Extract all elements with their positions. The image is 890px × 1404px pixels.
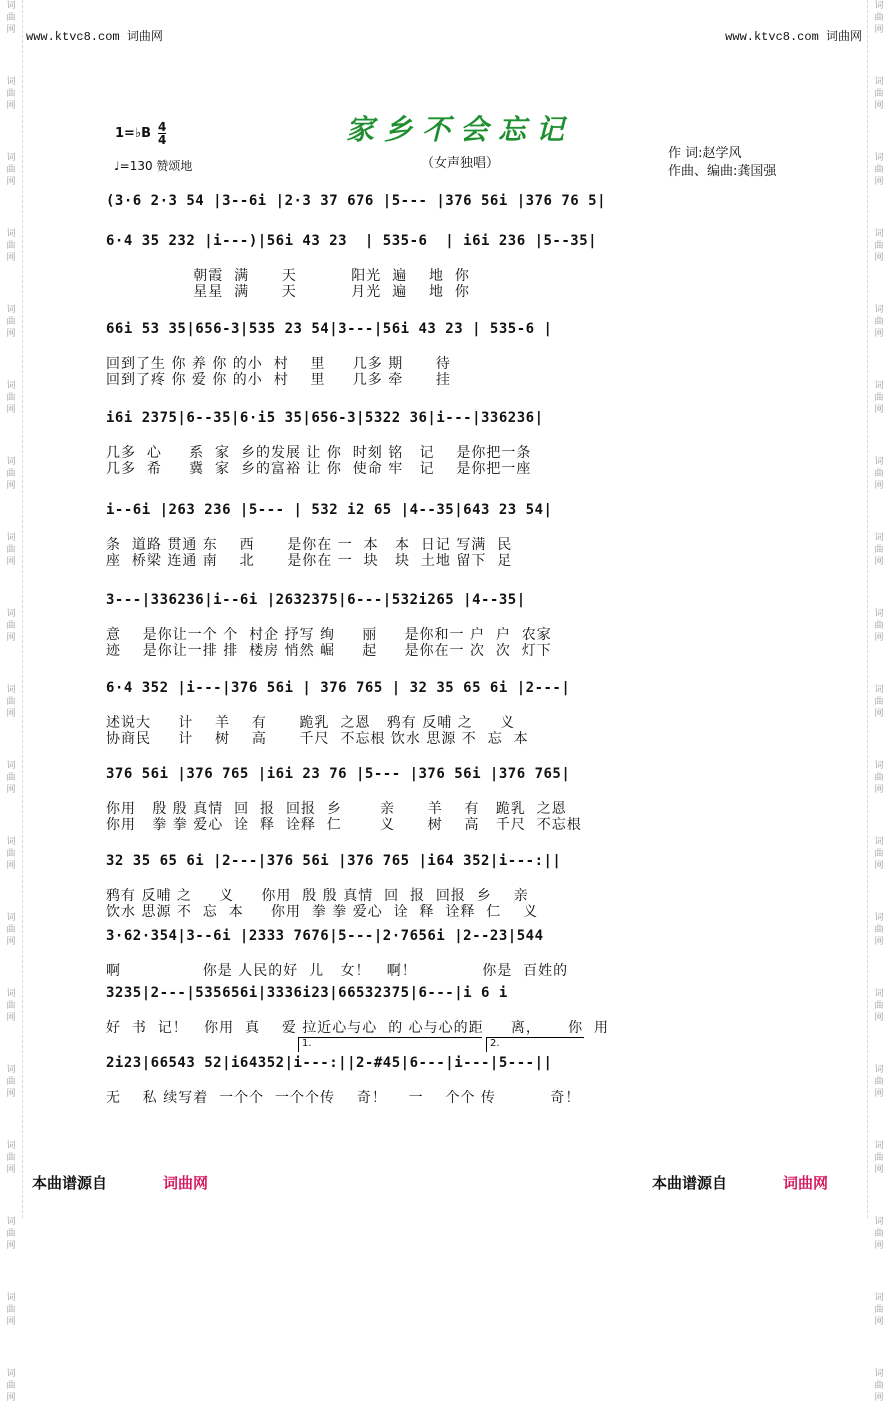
footer-brand[interactable]: 词曲网 (163, 1174, 209, 1192)
notation-line: 3235|2---|535656i|3336i23|66532375|6---|i 6 i (106, 985, 508, 1001)
first-ending-bracket (298, 1037, 482, 1052)
lyric-line-verse2: 回到了疼 你 爱 你 的小 村 里 几多 牵 挂 (106, 372, 451, 388)
lyric-line-verse2: 饮水 思源 不 忘 本 你用 拳 拳 爱心 诠 释 诠释 仁 义 (106, 904, 539, 920)
second-ending-label: 2. (490, 1038, 500, 1049)
second-ending-bracket (486, 1037, 584, 1052)
right-watermark-strip: 词曲网 词曲网 词曲网 词曲网 词曲网 词曲网 词曲网 词曲网 词曲网 词曲网 词曲网 词曲网 词曲网 词曲网 词曲网 词曲网 词曲网 词曲网 词曲网 (867, 0, 890, 1218)
site-url-left: www.ktvc8.com 词曲网 (26, 30, 163, 44)
lyric-line-verse2: 你用 拳 拳 爱心 诠 释 诠释 仁 义 树 高 千尺 不忘根 (106, 817, 582, 833)
lyric-line-verse1: 无 私 续写着 一个个 一个个传 奇！ 一 个个 传 奇！ (106, 1090, 581, 1106)
notation-line: 6·4 352 |i---|376 56i | 376 765 | 32 35 65 6i |2---| (106, 680, 571, 696)
notation-line: 6·4 35 232 |i---)|56i 43 23 | 535-6 | i6i 236 |5--35| (106, 233, 598, 249)
lyric-line-verse2: 迹 是你让一排 排 楼房 悄然 崛 起 是你在一 次 次 灯下 (106, 643, 552, 659)
notation-line: i6i 2375|6--35|6·i5 35|656-3|5322 36|i---|336236| (106, 410, 544, 426)
tempo-marking: ♩=130 赞颂地 (114, 159, 193, 173)
lyric-line-verse1: 回到了生 你 养 你 的小 村 里 几多 期 待 (106, 356, 451, 372)
notation-line: 376 56i |376 765 |i6i 23 76 |5--- |376 56i |376 765| (106, 766, 571, 782)
footer-source-right (652, 1172, 828, 1193)
lyric-line-verse1: 啊 你是 人民的好 儿 女！ 啊！ 你是 百姓的 (106, 963, 569, 979)
lyric-line-verse1: 述说大 计 羊 有 跪乳 之恩 鸦有 反哺 之 义 (106, 715, 515, 731)
footer-source-label: 本曲谱源自 (32, 1174, 108, 1192)
first-ending-label: 1. (302, 1038, 312, 1049)
lyric-line-verse1: 朝霞 满 天 阳光 遍 地 你 (106, 268, 470, 284)
notation-line: (3·6 2·3 54 |3--6i |2·3 37 676 |5--- |376 56i |376 76 5| (106, 193, 607, 209)
meter-bottom: 4 (158, 133, 167, 147)
time-signature (158, 121, 166, 146)
key-signature: 1=♭B (115, 126, 151, 141)
composer-credit: 作曲、编曲:龚国强 (668, 164, 777, 179)
notation-line: 3·62·354|3--6i |2333 7676|5---|2·7656i |2--23|544 (106, 928, 544, 944)
lyric-line-verse2: 座 桥梁 连通 南 北 是你在 一 块 块 土地 留下 足 (106, 553, 513, 569)
lyric-line-verse1: 好 书 记！ 你用 真 爱 拉近心与心 的 心与心的距 离， 你 用 (106, 1020, 610, 1036)
lyric-line-verse2: 星星 满 天 月光 遍 地 你 (106, 284, 470, 300)
lyric-line-verse1: 鸦有 反哺 之 义 你用 殷 殷 真情 回 报 回报 乡 亲 (106, 888, 529, 904)
notation-line: 32 35 65 6i |2---|376 56i |376 765 |i64 352|i---:|| (106, 853, 562, 869)
lyric-line-verse1: 你用 殷 殷 真情 回 报 回报 乡 亲 羊 有 跪乳 之恩 (106, 801, 567, 817)
lyric-line-verse1: 意 是你让一个 个 村企 抒写 绚 丽 是你和一 户 户 农家 (106, 627, 552, 643)
left-watermark-strip: 词曲网 词曲网 词曲网 词曲网 词曲网 词曲网 词曲网 词曲网 词曲网 词曲网 词曲网 词曲网 词曲网 词曲网 词曲网 词曲网 词曲网 词曲网 词曲网 (0, 0, 23, 1218)
footer-source-label: 本曲谱源自 (652, 1174, 728, 1192)
lyric-line-verse2: 协商民 计 树 高 千尺 不忘根 饮水 思源 不 忘 本 (106, 731, 529, 747)
song-title: 家乡不会忘记 (345, 113, 574, 146)
lyric-line-verse1: 几多 心 系 家 乡的发展 让 你 时刻 铭 记 是你把一条 (106, 445, 532, 461)
notation-line: 2i23|66543 52|i64352|i---:||2-#45|6---|i---|5---|| (106, 1055, 553, 1071)
lyric-line-verse2: 几多 希 冀 家 乡的富裕 让 你 使命 牢 记 是你把一座 (106, 461, 532, 477)
site-url-right: www.ktvc8.com 词曲网 (725, 30, 862, 44)
song-subtitle: （女声独唱） (420, 156, 499, 171)
notation-line: 3---|336236|i--6i |2632375|6---|532i265 |4--35| (106, 592, 526, 608)
notation-line: i--6i |263 236 |5--- | 532 i2 65 |4--35|643 23 54| (106, 502, 553, 518)
footer-brand[interactable]: 词曲网 (783, 1174, 829, 1192)
meter-top: 4 (158, 120, 167, 134)
footer-source-left (32, 1172, 208, 1193)
notation-line: 66i 53 35|656-3|535 23 54|3---|56i 43 23 | 535-6 | (106, 321, 553, 337)
lyricist-credit: 作 词:赵学风 (668, 146, 742, 161)
lyric-line-verse1: 条 道路 贯通 东 西 是你在 一 本 本 日记 写满 民 (106, 537, 513, 553)
